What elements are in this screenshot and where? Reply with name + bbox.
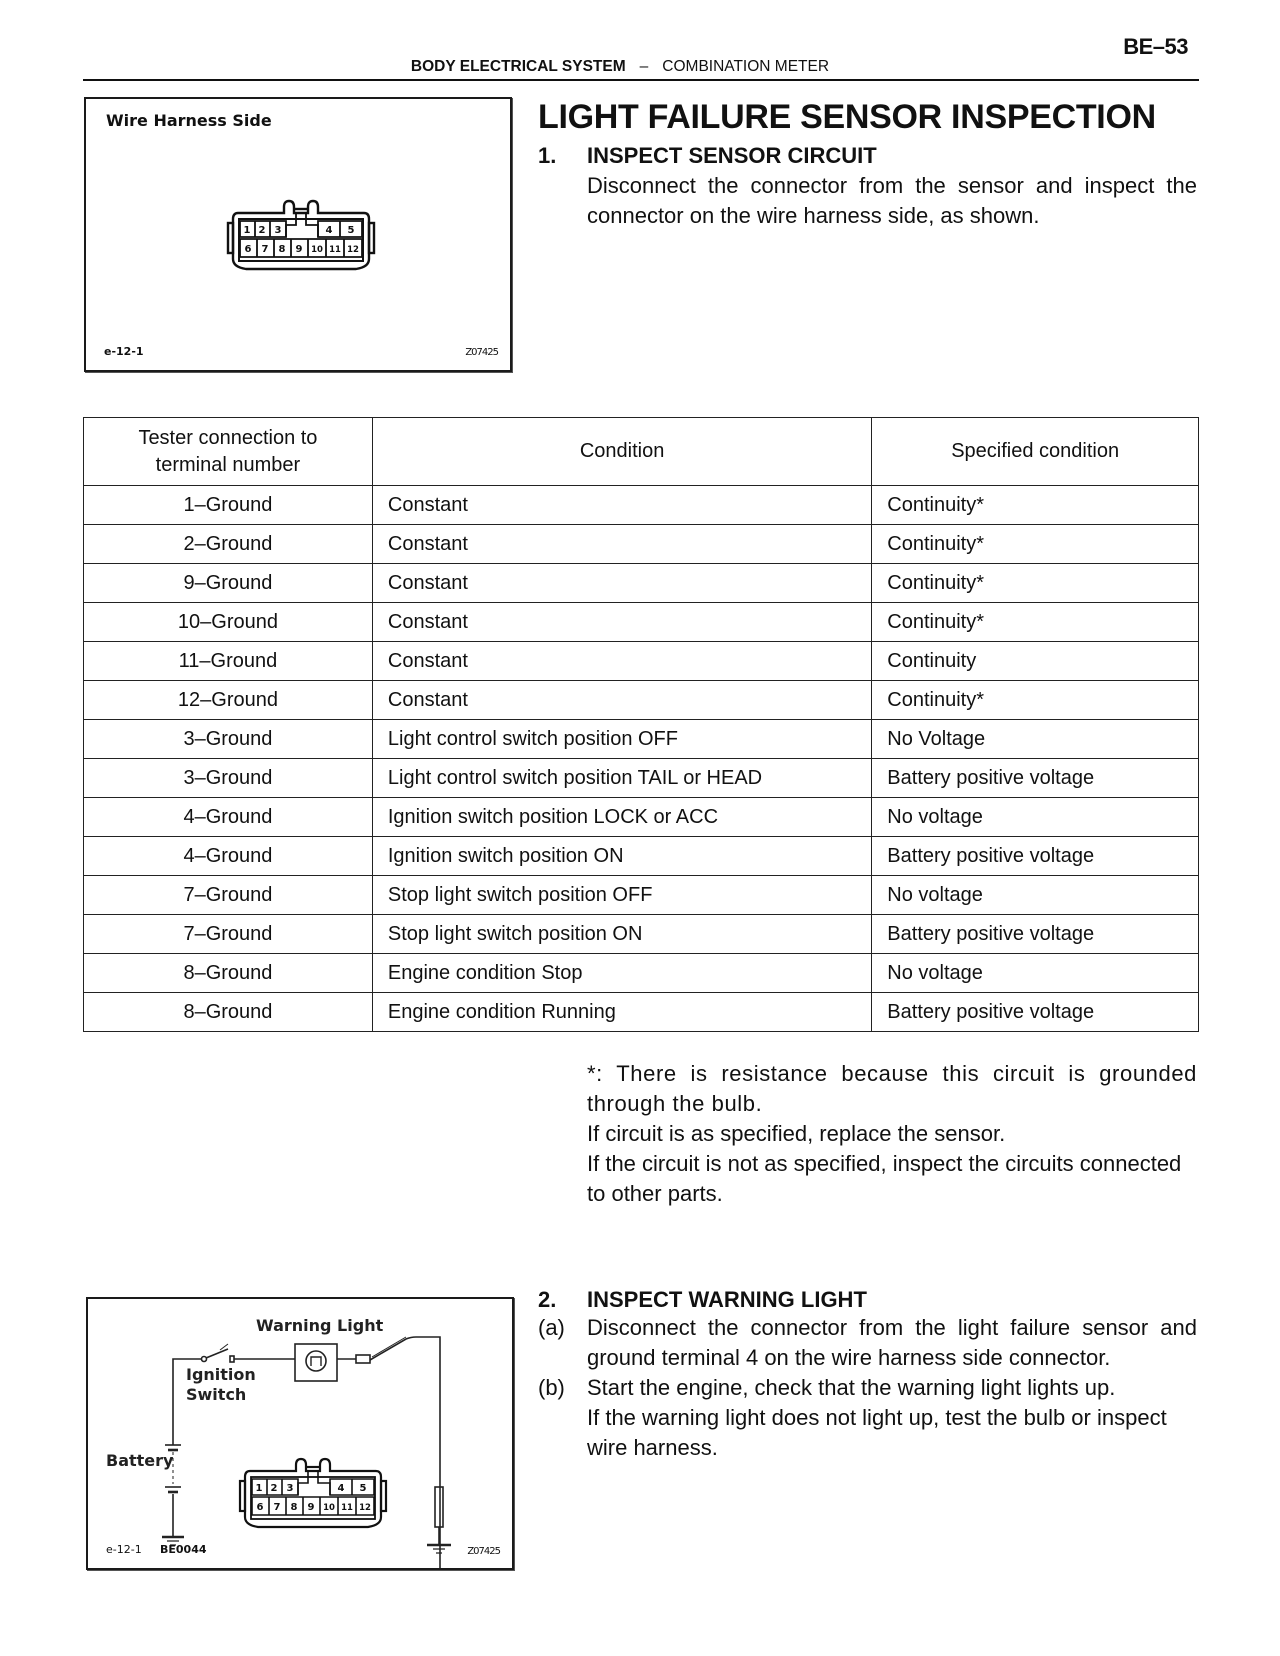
- cell-condition: Stop light switch position OFF: [372, 876, 871, 915]
- table-header-row: [84, 418, 1199, 486]
- pin-1: 1: [255, 1483, 263, 1494]
- cell-condition: Constant: [372, 564, 871, 603]
- pin-11: 11: [329, 245, 341, 255]
- cell-condition: Constant: [372, 681, 871, 720]
- table-row: [84, 681, 1199, 720]
- header-rule: [83, 79, 1199, 81]
- warning-light-circuit-diagram-icon: [88, 1299, 512, 1568]
- pin-4: 4: [337, 1483, 345, 1494]
- cell-terminal: 4–Ground: [84, 798, 373, 837]
- cell-condition: Constant: [372, 525, 871, 564]
- cell-specified: No Voltage: [872, 720, 1199, 759]
- figure-code-right: Z07425: [467, 1546, 500, 1557]
- cell-terminal: 3–Ground: [84, 720, 373, 759]
- page-title: LIGHT FAILURE SENSOR INSPECTION: [538, 98, 1156, 136]
- table-row: [84, 798, 1199, 837]
- cell-terminal: 11–Ground: [84, 642, 373, 681]
- table-row: [84, 759, 1199, 798]
- step-2b-label: (b): [538, 1375, 565, 1400]
- subsection-title: COMBINATION METER: [662, 58, 830, 75]
- pin-2: 2: [270, 1483, 278, 1494]
- step-2b-note: If the warning light does not light up, test the bulb or inspect wire harness.: [587, 1405, 1167, 1460]
- pin-8: 8: [290, 1502, 298, 1513]
- step-2-number: 2.: [538, 1287, 557, 1312]
- cell-specified: Continuity*: [872, 564, 1199, 603]
- table-row: [84, 915, 1199, 954]
- figure-warning-light-circuit: [86, 1297, 514, 1570]
- cell-specified: Continuity*: [872, 681, 1199, 720]
- label-battery: Battery: [106, 1451, 174, 1470]
- pin-11: 11: [341, 1503, 353, 1513]
- pin-4: 4: [325, 225, 333, 236]
- cell-condition: Constant: [372, 642, 871, 681]
- cell-specified: No voltage: [872, 876, 1199, 915]
- pin-5: 5: [347, 225, 355, 236]
- cell-condition: Constant: [372, 603, 871, 642]
- pin-9: 9: [307, 1502, 315, 1513]
- label-switch: Switch: [186, 1385, 247, 1404]
- pin-3: 3: [286, 1483, 294, 1494]
- cell-specified: Continuity: [872, 642, 1199, 681]
- cell-specified: Battery positive voltage: [872, 837, 1199, 876]
- label-ignition: Ignition: [186, 1365, 256, 1384]
- cell-terminal: 1–Ground: [84, 486, 373, 525]
- figure-caption: Wire Harness Side: [106, 111, 272, 130]
- cell-condition: Engine condition Stop: [372, 954, 871, 993]
- cell-condition: Stop light switch position ON: [372, 915, 871, 954]
- pin-7: 7: [273, 1502, 281, 1513]
- pin-12: 12: [347, 245, 359, 255]
- cell-terminal: 4–Ground: [84, 837, 373, 876]
- pin-10: 10: [323, 1503, 335, 1513]
- cell-condition: Ignition switch position ON: [372, 837, 871, 876]
- cell-condition: Light control switch position TAIL or HEAD: [372, 759, 871, 798]
- cell-specified: Continuity*: [872, 603, 1199, 642]
- note-if-ng: If the circuit is not as specified, inspect the circuits connected to other parts.: [587, 1151, 1182, 1206]
- figure-code-left: e-12-1: [106, 1543, 142, 1556]
- cell-terminal: 3–Ground: [84, 759, 373, 798]
- cell-terminal: 2–Ground: [84, 525, 373, 564]
- cell-specified: Continuity*: [872, 525, 1199, 564]
- cell-terminal: 7–Ground: [84, 915, 373, 954]
- table-row: [84, 642, 1199, 681]
- cell-specified: No voltage: [872, 798, 1199, 837]
- step-1-number: 1.: [538, 143, 557, 168]
- pin-3: 3: [274, 225, 282, 236]
- footnote: *: There is resistance because this circuit is grounded through the bulb.: [587, 1061, 1197, 1116]
- cell-specified: Battery positive voltage: [872, 993, 1199, 1032]
- table-row: [84, 486, 1199, 525]
- pin-7: 7: [261, 244, 269, 255]
- table-row: [84, 525, 1199, 564]
- figure-code-right: Z07425: [465, 347, 498, 358]
- cell-terminal: 8–Ground: [84, 954, 373, 993]
- label-warning-light: Warning Light: [256, 1316, 384, 1335]
- pin-8: 8: [278, 244, 286, 255]
- pin-6: 6: [256, 1502, 264, 1513]
- pin-12: 12: [359, 1503, 371, 1513]
- cell-terminal: 8–Ground: [84, 993, 373, 1032]
- step-1-title: INSPECT SENSOR CIRCUIT: [587, 143, 877, 168]
- note-if-ok: If circuit is as specified, replace the sensor.: [587, 1121, 1006, 1146]
- cell-specified: Battery positive voltage: [872, 759, 1199, 798]
- step-2-title: INSPECT WARNING LIGHT: [587, 1287, 867, 1312]
- connector-diagram-icon: [226, 199, 376, 274]
- col-header-terminal: Tester connection to terminal number: [84, 418, 373, 486]
- step-2b-text: Start the engine, check that the warning light lights up.: [587, 1375, 1116, 1400]
- table-row: [84, 564, 1199, 603]
- cell-terminal: 12–Ground: [84, 681, 373, 720]
- page-number: BE–53: [1123, 34, 1188, 59]
- cell-condition: Constant: [372, 486, 871, 525]
- pin-10: 10: [311, 245, 323, 255]
- cell-specified: Continuity*: [872, 486, 1199, 525]
- cell-condition: Ignition switch position LOCK or ACC: [372, 798, 871, 837]
- step-2a-label: (a): [538, 1315, 565, 1340]
- cell-condition: Light control switch position OFF: [372, 720, 871, 759]
- table-row: [84, 603, 1199, 642]
- pin-1: 1: [243, 225, 251, 236]
- col-header-specified: Specified condition: [872, 418, 1199, 486]
- cell-terminal: 10–Ground: [84, 603, 373, 642]
- running-header: [0, 58, 1260, 76]
- figure-code-left: e-12-1: [104, 345, 144, 358]
- step-1-text: Disconnect the connector from the sensor and inspect the connector on the wire harness side, as shown.: [587, 173, 1197, 228]
- table-row: [84, 993, 1199, 1032]
- pin-5: 5: [359, 1483, 367, 1494]
- figure-code-mid: BE0044: [160, 1543, 207, 1556]
- terminal-spec-table: [83, 417, 1199, 1032]
- step-2-heading: [538, 1287, 867, 1313]
- pin-6: 6: [244, 244, 252, 255]
- cell-specified: No voltage: [872, 954, 1199, 993]
- step-1-heading: [538, 143, 877, 169]
- cell-condition: Engine condition Running: [372, 993, 871, 1032]
- cell-specified: Battery positive voltage: [872, 915, 1199, 954]
- pin-2: 2: [258, 225, 266, 236]
- table-row: [84, 837, 1199, 876]
- table-row: [84, 876, 1199, 915]
- cell-terminal: 9–Ground: [84, 564, 373, 603]
- pin-9: 9: [295, 244, 303, 255]
- table-row: [84, 954, 1199, 993]
- step-2a-text: Disconnect the connector from the light failure sensor and ground terminal 4 on the wire harness side connector.: [587, 1315, 1197, 1370]
- header-separator: –: [639, 58, 649, 75]
- figure-wire-harness-side: [84, 97, 512, 372]
- cell-terminal: 7–Ground: [84, 876, 373, 915]
- col-header-condition: Condition: [372, 418, 871, 486]
- section-title: BODY ELECTRICAL SYSTEM: [410, 58, 626, 75]
- table-row: [84, 720, 1199, 759]
